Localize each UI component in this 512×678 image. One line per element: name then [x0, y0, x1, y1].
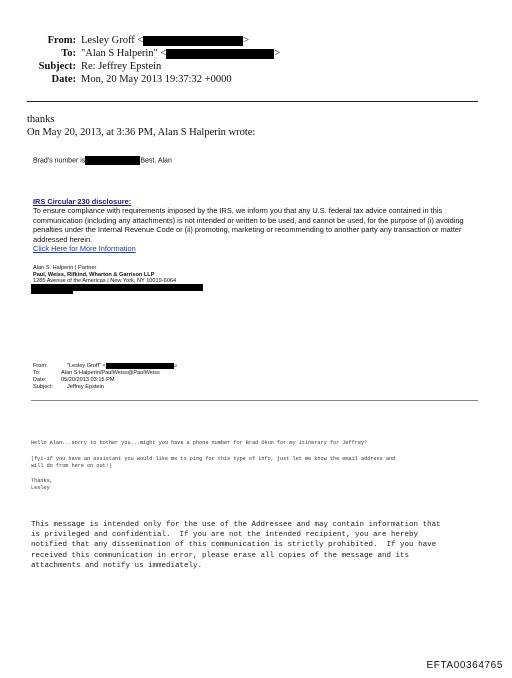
- bates-number: EFTA00364765: [426, 660, 503, 671]
- original-from-row: From: "Lesley Groff" < >: [33, 363, 178, 370]
- irs-body: To ensure compliance with requirements imposed by the IRS, we inform you that any U.S. federal tax advice contained in this communication (including any attachments) is not intended or written to be used, and cannot be used, for the purpose of (i) avoiding penalties under the Internal Revenue Code or (ii) promoting, marketing or recommending to another party any transaction or matter addressed herein.: [33, 206, 464, 244]
- redacted-phone-number: [85, 156, 140, 165]
- irs-disclosure: [33, 197, 478, 253]
- redacted-signature-email: [31, 291, 73, 294]
- original-divider: [31, 400, 478, 401]
- redacted-signature-contact: [31, 284, 203, 291]
- redacted-email-to: [166, 49, 274, 59]
- reply-text: thanks: [27, 114, 55, 125]
- message-line-1: Hello Alan...sorry to bother you...might you have a phone number for Brad Okun for my itinerary for Jeffrey?: [31, 440, 368, 446]
- irs-title: IRS Circular 230 disclosure:: [33, 197, 132, 206]
- quoted-brad-line: Brad's number is Best. Alan: [33, 157, 172, 165]
- subject-value: Re: Jeffrey Epstein: [81, 61, 162, 72]
- to-label: To:: [61, 48, 76, 59]
- message-line-2: (fyi-if you have an assistant you would like me to ping for this type of info, just let me know the email address and will do from here on out!): [31, 456, 396, 469]
- quote-attribution: On May 20, 2013, at 3:36 PM, Alan S Halperin wrote:: [27, 127, 256, 138]
- header-divider: [27, 101, 478, 102]
- subject-label: Subject:: [38, 61, 76, 72]
- to-value: "Alan S Halperin" < >: [81, 48, 281, 59]
- signature-name: Alan S. Halperin | Partner: [33, 265, 97, 271]
- confidentiality-disclaimer: This message is intended only for the use of the Addressee and may contain information that is privileged and confidential. If you are not the intended recipient, you are hereby notified that any dissemination of this communication is strictly prohibited. If you have received this communication in error, please erase all copies of the message and its attachments and notify us immediately.: [31, 521, 441, 570]
- from-label: From:: [47, 35, 76, 46]
- date-value: Mon, 20 May 2013 19:37:32 +0000: [81, 74, 232, 85]
- signature-firm: Paul, Weiss, Rifkind, Wharton & Garrison LLP: [33, 271, 155, 278]
- signature-address: 1285 Avenue of the Americas | New York, NY 10019-6064: [33, 278, 177, 285]
- original-subject-row: Subject: Jeffrey Epstein: [33, 384, 104, 390]
- redacted-email-from: [143, 36, 243, 46]
- original-to-row: To: Alan S Halperin/PaulWeiss@PaulWeiss: [33, 370, 160, 376]
- original-date-row: Date: 05/20/2013 03:15 PM: [33, 377, 115, 383]
- redacted-original-from: [106, 363, 174, 369]
- from-value: Lesley Groff < >: [81, 35, 250, 46]
- signature-block: [33, 265, 176, 285]
- message-signoff: Thanks, Lesley: [31, 478, 53, 491]
- date-label: Date:: [51, 74, 76, 85]
- more-information-link[interactable]: Click Here for More Information: [33, 244, 136, 254]
